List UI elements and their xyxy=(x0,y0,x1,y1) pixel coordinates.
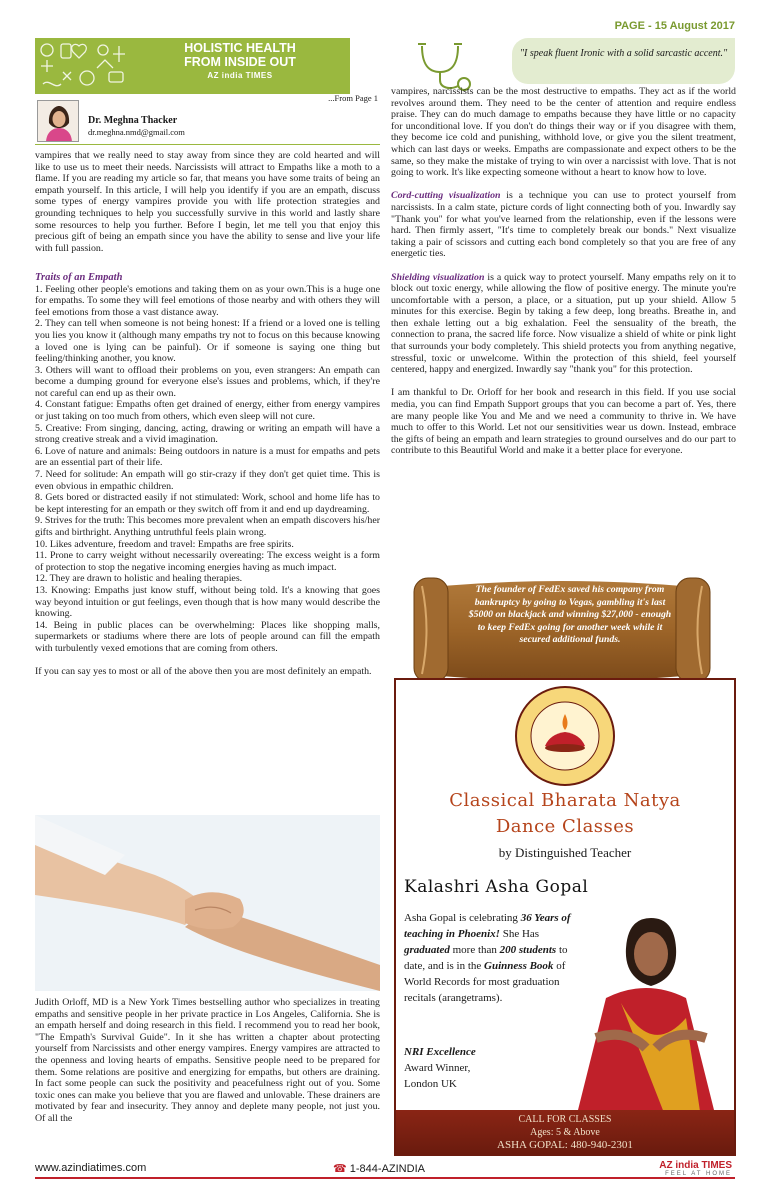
ad-heading-2: Dance Classes xyxy=(495,816,635,837)
page-label: PAGE - 15 August 2017 xyxy=(614,20,735,32)
teacher-photo xyxy=(566,908,732,1118)
traits-heading: Traits of an Empath xyxy=(35,271,123,283)
trait-item: 9. Strives for the truth: This becomes more prevalent when an empath discovers his/her gifts and birthright. Anything untruthful feels plain wrong. xyxy=(35,515,380,538)
trait-item: 3. Others will want to offload their problems on you, even strangers: An empath can become a dumping ground for everyone else's issues and problems, which, if they're not careful can end up as their own. xyxy=(35,364,380,399)
trait-item: 6. Love of nature and animals: Being outdoors in nature is a must for empaths and pets are an essential part of their life. xyxy=(35,445,380,469)
health-icons-cluster xyxy=(35,38,130,94)
trait-item: 8. Gets bored or distracted easily if not stimulated: Work, school and home life has to be kept interesting for an empath or they switch off from it and end up daydreaming. xyxy=(35,492,380,515)
ad-teacher-name: Kalashri Asha Gopal xyxy=(404,877,589,897)
author-email[interactable]: dr.meghna.nmd@gmail.com xyxy=(88,127,185,137)
author-byline xyxy=(35,93,380,145)
band-title: HOLISTIC HEALTH FROM INSIDE OUT xyxy=(184,41,296,69)
trait-item: 14. Being in public places can be overwhelming: Places like shopping malls, supermarkets or stadiums where there are lots of people around can fill the empath with turbulently vexed emotions that are coming from others. xyxy=(35,619,380,654)
trait-item: 12. They are drawn to holistic and healing therapies. xyxy=(35,573,243,585)
article-right-column xyxy=(391,86,736,457)
ad-contact-banner[interactable]: CALL FOR CLASSES Ages: 5 & Above ASHA GOPAL: 480-940-2301 xyxy=(396,1110,734,1154)
intro-paragraph: vampires that we really need to stay away from since they are cold hearted and will like to use us to meet their needs. Narcissists will attract to Empaths like a moth to a flame. If you are reading my article so far, that means you have some traits of being an empath yourself. In this article, I will help you identify if you are an empath, discuss some types of energy vampires provide you with life protection strategies and grounding techniques to help you successfully survive in this world and lastly share some resources to help you further. Before I begin, let me tell you that enjoy this precious gift of being an empath since you have the ability to sense and live your life with full passion. xyxy=(35,150,380,254)
cord-cutting-term: Cord-cutting visualization xyxy=(391,190,501,202)
site-url-link[interactable]: www.azindiatimes.com xyxy=(35,1162,147,1174)
trait-item: 7. Need for solitude: An empath will go stir-crazy if they don't get quiet time. This is even obvious in empathic children. xyxy=(35,469,380,492)
footer-phone[interactable]: ☎ 1-844-AZINDIA xyxy=(333,1163,425,1175)
trait-item: 4. Constant fatigue: Empaths often get drained of energy, either from energy vampires or just taking on too much from others, which even sleep will not cure. xyxy=(35,399,380,423)
author-avatar xyxy=(37,100,79,142)
fact-scroll-text: The founder of FedEx saved his company from bankruptcy by going to Vegas, gambling it's last $5000 on blackjack and winning $27,000 - enough to keep FedEx going for another week while it secured additional funds. xyxy=(468,584,672,645)
trait-item: 2. They can tell when someone is not being honest: If a friend or a loved one is telling you lies you know it (although many empaths try not to focus on this because knowing a loved one is lying can be painful). Or if someone is saying one thing but feeling/thinking another, you know. xyxy=(35,318,380,365)
narcissist-paragraph: vampires, narcissists can be the most destructive to empaths. They act as if the world revolves around them. They need to be the center of attention and require endless praise. They can do much damage to empaths because they have little or no capacity for unconditional love. If you don't do things their way or if you disagree with them, they become ice cold and punishing, withhold love, or give you the silent treatment, which can last days or weeks. Empaths are compassionate and expect others to be the same, so they make the mistake of trying to win over a narcissist with love. That is not going to work. It's like expecting someone without a heart to know how to love. xyxy=(391,86,736,179)
holding-hands-photo xyxy=(35,815,380,991)
footer-logo: AZ india TIMES FEEL AT HOME xyxy=(659,1160,732,1177)
shielding-term: Shielding visualization xyxy=(391,271,485,283)
ad-award: NRI Excellence Award Winner, London UK xyxy=(404,1046,476,1090)
ad-subheading: by Distinguished Teacher xyxy=(498,845,632,860)
author-name: Dr. Meghna Thacker xyxy=(88,115,178,126)
trait-item: 11. Prone to carry weight without necessarily overeating: The excess weight is a form of protection to stop the negative incoming energies having as much impact. xyxy=(35,550,380,573)
quote-box: "I speak fluent Ironic with a solid sarcastic accent." xyxy=(512,38,735,84)
dance-school-logo xyxy=(510,684,620,788)
continued-from-label: ...From Page 1 xyxy=(328,93,378,103)
cord-cutting-paragraph: Cord-cutting visualization is a technique you can use to protect yourself from narcissists. In a calm state, picture cords of light connecting both of you. Inwardly say "Thank you" for what you've learned from the relationship, even if the lessons were hard. Then firmly assert, "It's time to completely break our bonds." Next visualize taking a pair of scissors and cutting each bond completely so that you are free of any energetic ties. xyxy=(391,190,736,260)
orloff-paragraph: Judith Orloff, MD is a New York Times bestselling author who specializes in treating empaths and sensitive people in her private practice in Los Angeles, California. She is an empath herself and doing research in this field. I recommend you to read her book, "The Empath's Survival Guide". In it she has written a chapter about protecting yourself from Narcissists and other energy vampires. Energy vampires are attracted to the openness and loving hearts of empaths. Sensitive people need to be prepared for them. Some relations are positive and energizing for empaths, but others are draining. In fact some people can suck the positivity and peacefulness right out of you. Some toxic ones can make you believe that you are flawed and unlovable. These drainers are motivated by fear and insecurity. They annoy and deplete many people, not just you. Of all the xyxy=(35,997,380,1124)
section-header-band xyxy=(35,38,350,94)
trait-item: 13. Knowing: Empaths just know stuff, without being told. It's a knowing that goes way beyond intuition or gut feelings, even though that is how many would describe the knowing. xyxy=(35,584,380,620)
trait-item: 5. Creative: From singing, dancing, acting, drawing or writing an empath will have a strong creative streak and a vivid imagination. xyxy=(35,422,380,446)
ad-description: Asha Gopal is celebrating 36 Years of teaching in Phoenix! She Has graduated more than 200 students to date, and is in the Guinness Book of World Records for most graduation recitals (arangetrams). xyxy=(404,912,571,1004)
thanks-paragraph: I am thankful to Dr. Orloff for her book and research in this field. If you use social media, you can find Empath Support groups that you can become a part of. Yes, there are many people like You and Me and we need a community to thrive in. We have much to offer to this World. Let not our sensitivities wear us down. Instead, embrace the gifts of being an empath and learn strategies to ground ourselves and do our part to contribute to this Beautiful World and make it a better place for everyone. xyxy=(391,387,736,457)
phone-icon: ☎ xyxy=(333,1163,350,1175)
article-left-column xyxy=(35,150,380,678)
orloff-paragraph-block xyxy=(35,997,380,1125)
dance-class-ad[interactable] xyxy=(394,678,736,1156)
shielding-paragraph: Shielding visualization is a quick way to protect yourself. Many empaths rely on it to block out toxic energy, while allowing the flow of positive energy. The minute you're uncomfortable with a person, a place, or a situation, put up your shield. Allow 5 minutes for this exercise. Begin by taking a few deep, long breaths. Breathe in, and then exhale letting out a big exhalation. Feel the sensuality of the breath, the connection to prana, the sacred life force. Now visualize a shield of white or pink light that surrounds your body completely. This shield protects you from anything negative, stressful, toxic or unwelcome. Within the protection of this shield, feel yourself centered, happy and energized. Inwardly say "thank you" for this protection. xyxy=(391,271,736,376)
ad-heading-1: Classical Bharata Natya xyxy=(449,790,681,811)
footer-rule xyxy=(35,1177,735,1179)
conclusion-paragraph: If you can say yes to most or all of the above then you are most definitely an empath. xyxy=(35,666,372,678)
trait-item: 10. Likes adventure, freedom and travel: Empaths are free spirits. xyxy=(35,538,294,550)
band-brand: AZ india TIMES xyxy=(207,71,273,80)
trait-item: 1. Feeling other people's emotions and taking them on as your own.This is a huge one for empaths. To some they will feel emotions of those nearby and with others they will feel emotions from those a vast distance away. xyxy=(35,283,380,318)
